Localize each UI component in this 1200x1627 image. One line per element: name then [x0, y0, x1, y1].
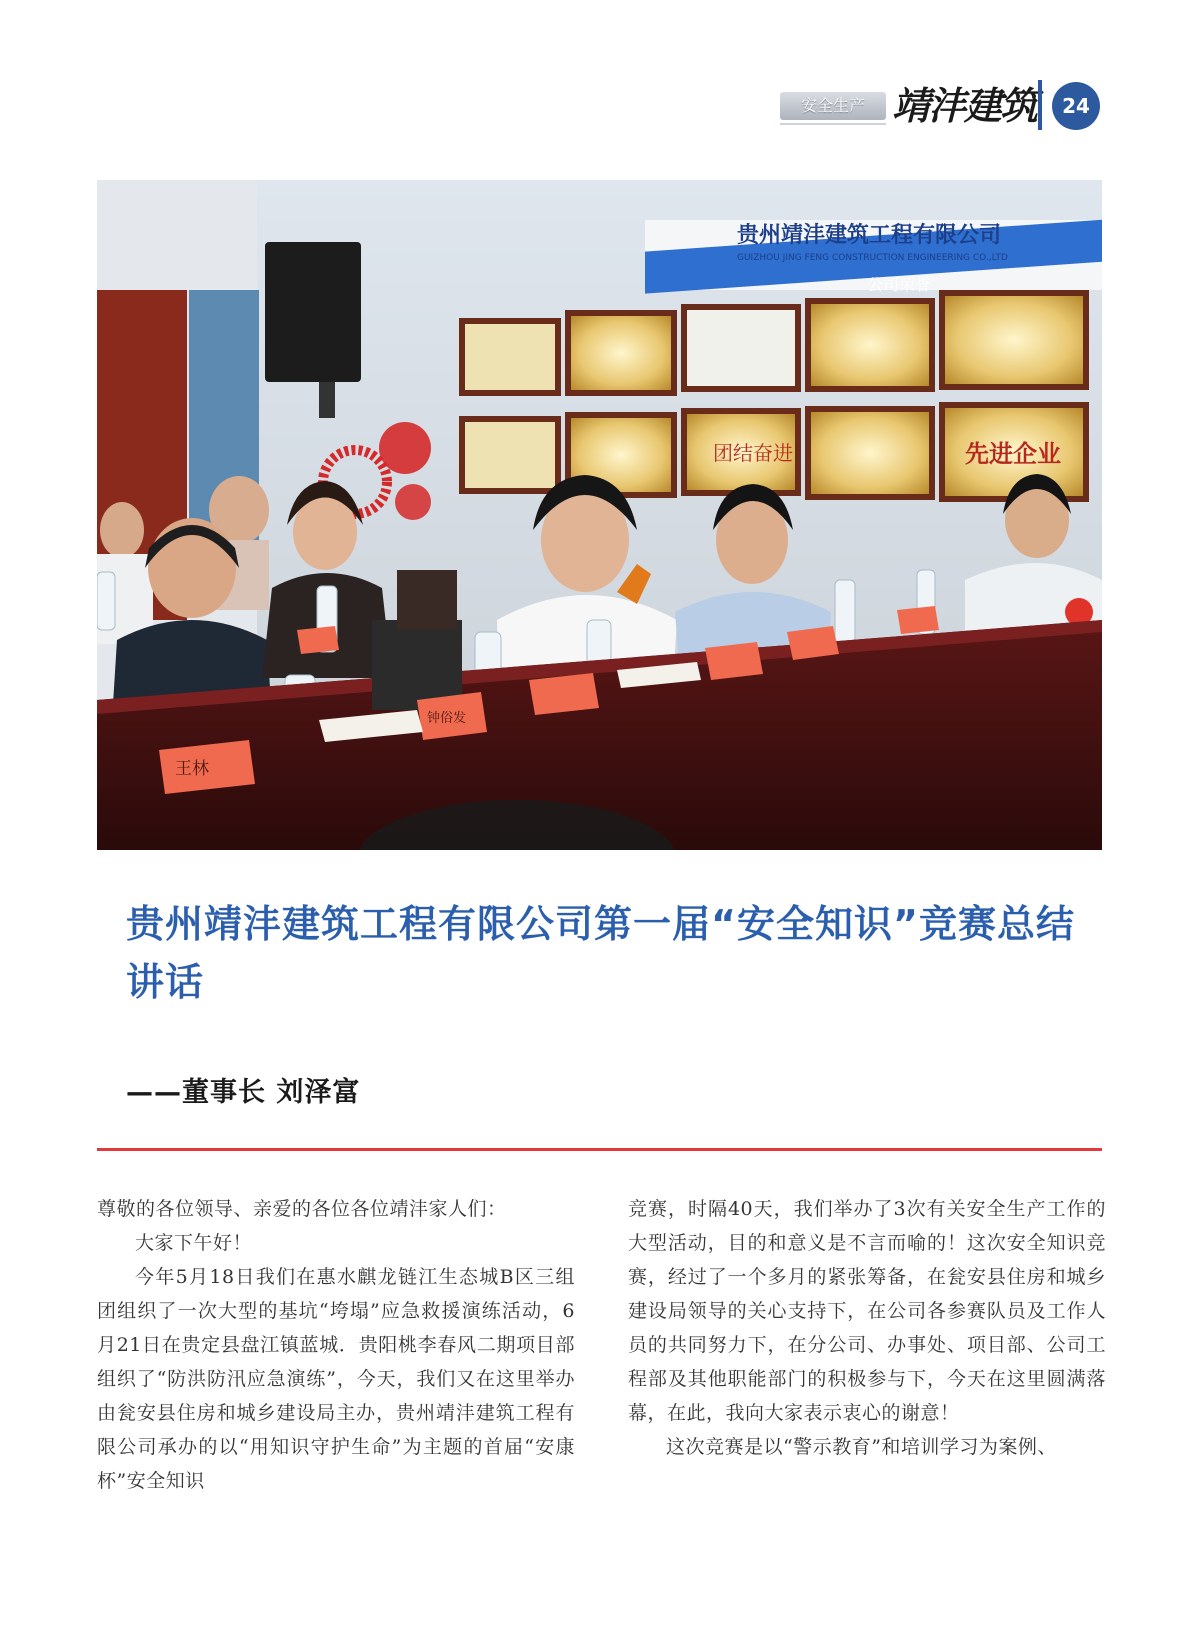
plaque-text: 团结奋进 [713, 441, 793, 465]
page-number: 24 [1052, 82, 1100, 130]
salutation: 尊敬的各位领导、亲爱的各位各位靖沣家人们： [97, 1198, 507, 1220]
body-column-right [628, 1192, 1106, 1464]
nameplate-label: 钟俗发 [427, 711, 467, 726]
body-paragraph: 今年5月18日我们在惠水麒龙链江生态城B区三组团组织了一次大型的基坑“垮塌”应急救援演练活动，6月21日在贵定县盘江镇蓝城．贵阳桃李春风二期项目部组织了“防洪防汛应急演练”，今天，我们又在这里举办由瓮安县住房和城乡建设局主办，贵州靖沣建筑工程有限公司承办的以“用知识守护生命”为主题的首届“安康杯”安全知识 [97, 1266, 575, 1492]
magazine-brand: 靖沣建筑 [892, 83, 1037, 128]
plaque-text: 先进企业 [965, 439, 1061, 468]
banner-subtitle: 公司荣誉 [867, 275, 932, 294]
article-byline: ——董事长 刘泽富 [126, 1077, 361, 1108]
banner-company-en: GUIZHOU JING FENG CONSTRUCTION ENGINEERING CO.,LTD [737, 253, 1008, 263]
title-divider [97, 1148, 1102, 1151]
body-paragraph: 竞赛，时隔40天，我们举办了3次有关安全生产工作的大型活动，目的和意义是不言而喻的！这次安全知识竞赛，经过了一个多月的紧张筹备，在瓮安县住房和城乡建设局领导的关心支持下，在公司各参赛队员及工作人员的共同努力下，在分公司、办事处、项目部、公司工程部及其他职能部门的积极参与下，今天在这里圆满落幕，在此，我向大家表示衷心的谢意！ [628, 1198, 1106, 1424]
body-column-left [97, 1192, 575, 1498]
nameplate-label: 王林 [175, 759, 209, 779]
meeting-photo [97, 180, 1102, 850]
article-title: 贵州靖沣建筑工程有限公司第一届“安全知识”竞赛总结讲话 [126, 902, 1075, 1004]
meeting-photo-illustration [97, 180, 1102, 850]
banner-company-name: 贵州靖沣建筑工程有限公司 [737, 223, 1002, 248]
page-header [780, 78, 1110, 134]
section-label: 安全生产 [780, 92, 886, 120]
speaker-icon [265, 242, 361, 382]
greeting: 大家下午好！ [135, 1232, 253, 1254]
body-paragraph: 这次竞赛是以“警示教育”和培训学习为案例、 [666, 1436, 1057, 1458]
header-divider [1038, 80, 1042, 130]
